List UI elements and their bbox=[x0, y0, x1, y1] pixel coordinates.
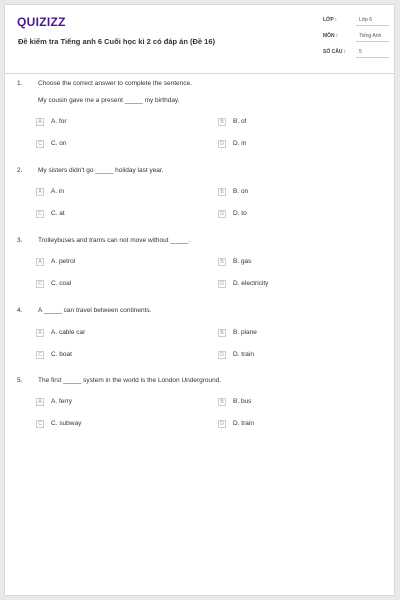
option-letter-box: D bbox=[218, 210, 226, 218]
meta-underline bbox=[356, 41, 389, 42]
option-text: A. ferry bbox=[51, 398, 72, 405]
question-number: 5. bbox=[17, 377, 23, 384]
meta-label: LỚP : bbox=[323, 17, 337, 23]
option-letter-box: D bbox=[218, 420, 226, 428]
question-number: 2. bbox=[17, 167, 23, 174]
option-letter-box: A bbox=[36, 398, 44, 406]
option-text: C. boat bbox=[51, 351, 72, 358]
option-letter-box: B bbox=[218, 398, 226, 406]
option-letter-box: D bbox=[218, 140, 226, 148]
meta-underline bbox=[356, 57, 389, 58]
option-text: C. at bbox=[51, 210, 65, 217]
option-text: D. in bbox=[233, 140, 247, 147]
option-text: A. cable car bbox=[51, 329, 86, 336]
option-text: C. subway bbox=[51, 420, 82, 427]
quizizz-logo: QUIZIZZ bbox=[17, 15, 66, 29]
question-number: 3. bbox=[17, 237, 23, 244]
option-text: C. on bbox=[51, 140, 67, 147]
option-letter-box: C bbox=[36, 280, 44, 288]
question-text: My cousin gave me a present _____ my birthday. bbox=[38, 97, 180, 104]
option-letter-box: B bbox=[218, 258, 226, 266]
option-text: D. train bbox=[233, 420, 254, 427]
worksheet-header bbox=[5, 5, 394, 74]
question-text: The first _____ system in the world is the London Underground. bbox=[38, 377, 222, 384]
question-text: My sisters didn't go _____ holiday last year. bbox=[38, 167, 164, 174]
option-letter-box: C bbox=[36, 210, 44, 218]
meta-label: SỐ CÂU : bbox=[323, 49, 346, 55]
option-letter-box: B bbox=[218, 188, 226, 196]
option-letter-box: A bbox=[36, 188, 44, 196]
option-letter-box: D bbox=[218, 351, 226, 359]
option-text: B. gas bbox=[233, 258, 252, 265]
option-letter-box: B bbox=[218, 329, 226, 337]
option-text: B. plane bbox=[233, 329, 257, 336]
question-instruction: Choose the correct answer to complete the sentence. bbox=[38, 80, 192, 87]
worksheet-page bbox=[4, 4, 395, 596]
meta-value: Lớp 6 bbox=[359, 17, 373, 23]
option-letter-box: A bbox=[36, 118, 44, 126]
option-text: D. electricity bbox=[233, 280, 269, 287]
question-number: 1. bbox=[17, 80, 23, 87]
option-letter-box: B bbox=[218, 118, 226, 126]
meta-value: 5 bbox=[359, 49, 362, 55]
question-text: A _____ can travel between continents. bbox=[38, 307, 152, 314]
meta-underline bbox=[356, 25, 389, 26]
option-text: A. petrol bbox=[51, 258, 76, 265]
option-letter-box: A bbox=[36, 329, 44, 337]
option-text: B. on bbox=[233, 188, 249, 195]
option-letter-box: A bbox=[36, 258, 44, 266]
option-letter-box: D bbox=[218, 280, 226, 288]
option-text: B. of bbox=[233, 118, 247, 125]
option-text: D. train bbox=[233, 351, 254, 358]
question-number: 4. bbox=[17, 307, 23, 314]
option-text: B. bus bbox=[233, 398, 252, 405]
option-letter-box: C bbox=[36, 351, 44, 359]
option-letter-box: C bbox=[36, 140, 44, 148]
meta-label: MÔN : bbox=[323, 33, 338, 39]
option-letter-box: C bbox=[36, 420, 44, 428]
page-title: Đề kiểm tra Tiếng anh 6 Cuối học kì 2 có đáp án (Đề 16) bbox=[18, 37, 215, 46]
option-text: C. coal bbox=[51, 280, 72, 287]
option-text: A. in bbox=[51, 188, 65, 195]
option-text: D. to bbox=[233, 210, 247, 217]
question-text: Trolleybuses and trams can not move without _____. bbox=[38, 237, 191, 244]
meta-value: Tiếng Anh bbox=[359, 33, 382, 39]
option-text: A. for bbox=[51, 118, 67, 125]
